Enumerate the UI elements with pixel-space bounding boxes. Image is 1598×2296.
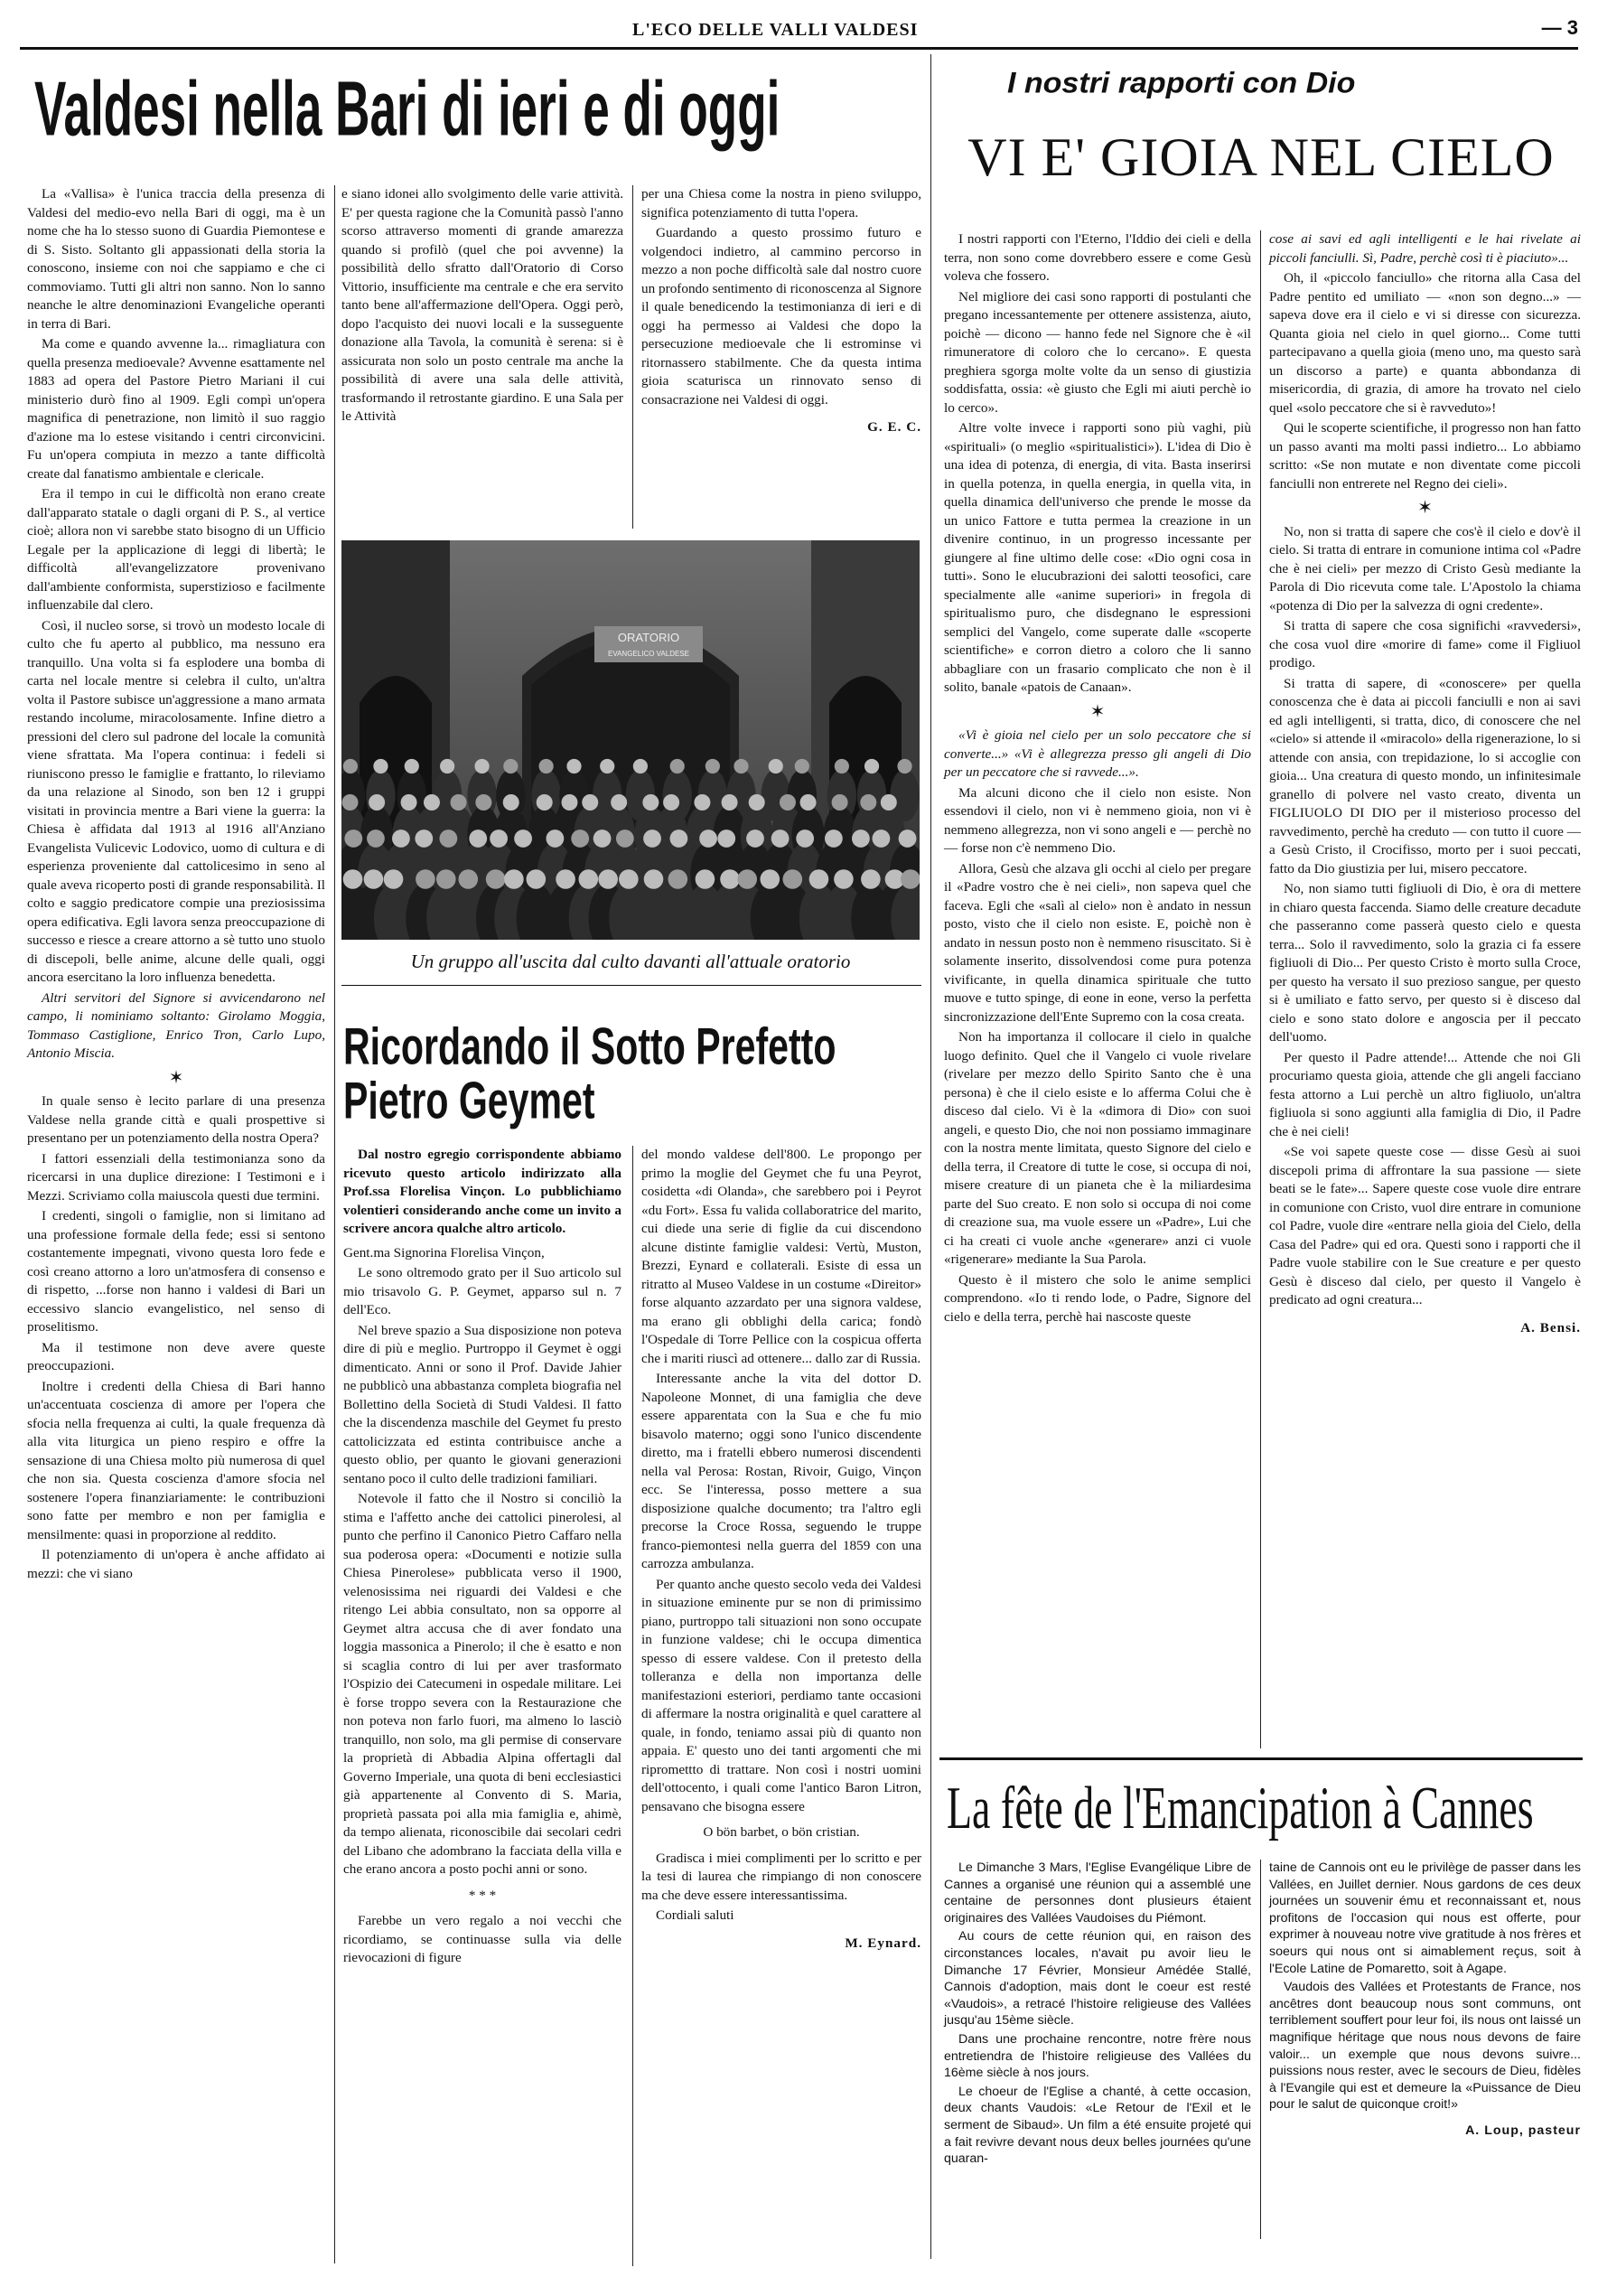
- person-head: [642, 794, 659, 811]
- gioia-paragraph: Altre volte invece i rapporti sono più vaghi, più «spirituali» (o meglio «spiritualistici»). L'idea di Dio è una idea di potenza, di energia, di vita. Basta inserirsi in quella potenza, in quella energia, in quella vita, in quella dinamica dell'universo che prende le mosse da un unico Fattore e tutta permea la creazione in un divenire continuo, in un progresso incessante per giungere al fine ultimo delle cose: «Dio ogni cosa in tutti». Sono le elucubrazioni dei salotti teosofici, care specialmente alle «anime superiori» in fregola di spiritualismo puro, che disdegnano le espressioni semplici del Vangelo, come superate dalle «scoperte scientifiche» e corron dietro a coloro che li sanno abbagliare con un frasario complicato che non è il solito, banale «patois de Canaan».: [944, 420, 1251, 695]
- cannes-paragraph: Le choeur de l'Eglise a chanté, à cette occasion, deux chants Vaudois: «Le Retour de l'Exil et le serment de Sibaud». Un film a été ensuite projeté qui a fait revivre devant nous deux belles journées qu'une quaran-: [944, 2084, 1251, 2167]
- person-head: [717, 829, 735, 848]
- person-head: [795, 759, 809, 773]
- person-head: [796, 829, 814, 848]
- person-head: [860, 794, 876, 811]
- gioia-paragraph: Non ha importanza il collocare il cielo in qualche luogo definito. Quel che il Vangelo ci vuole rivelare (rivelare per mezzo dello Spirito Santo che è una persona) è che il cielo esiste e lo afferma Colui che è disceso dal cielo. Vi è la «dimora di Dio» con suoi angeli, e questo Dio, che noi non possiamo immaginare con la nostra mente limitata, questo Signore del cielo e della terra, il Creatore di tutte le cose, si occupa di noi, misere creature di un pianeta che è la miliardesima parte del Suo creato. E non solo si occupa di noi come di creazione sua, ma vuole essere un «Padre», Lui che ci ha creati ci vuole anche «generare» anzi ci vuole «rigenerare» mediante la Sua Parola.: [944, 1029, 1251, 1267]
- person-head: [405, 759, 419, 773]
- gioia-headline: VI E' GIOIA NEL CIELO: [967, 127, 1555, 187]
- person-head: [451, 794, 467, 811]
- masthead: L'ECO DELLE VALLI VALDESI: [632, 20, 919, 40]
- person-head: [392, 829, 410, 848]
- person-head: [486, 869, 506, 889]
- person-head: [475, 794, 491, 811]
- geymet-paragraph: Notevole il fatto che il Nostro si conciliò la stima e l'affetto anche dei cattolici pinerolesi, al punto che perfino il Canonico Pietro Caffaro nella sua poderosa opera: «Documenti e notizie sulla Chiesa Pinerolese» pubblicata verso il 1900, velenosissima nei riguardi dei Valdesi e che ritengo Lei abbia consultato, non sa opporre al Geymet altra accusa che di aver fondato una loggia massonica a Pinerolo; il che è esatto e non si scaglia contro di lui per aver trasformato l'Ospizio dei Catecumeni in ospedale militare. Lei è forse troppo severa con la Restaurazione che non poteva non farlo fuori, ma almeno lo lasciò tranquillo, non solo, ma gli permise di conservare la proprietà di Abbadia Alpina offertagli dal Governo Imperiale, una quota di beni ecclesiastici già appartenente al Convento di S. Maria, proprietà passata poi alla mia famiglia e, ahimè, da tempo alienata, riconoscibile dai secolari cedri del Libano che adombrano la facciata della villa e che erano ancora a posto pochi anni or sono.: [343, 1491, 621, 1877]
- bari-paragraph: Era il tempo in cui le difficoltà non erano create dall'apparato statale o dagli organi di P. S., al vertice cioè; allora non vi sarebbe stato bisogno di un Ufficio Legale per la applicazione di leggi di libertà; le difficoltà all'evangelizzatore provenivano dall'ambiente conformista, superstizioso e facilmente influenzabile dal clero.: [27, 486, 325, 613]
- person-head: [440, 759, 454, 773]
- person-head: [669, 829, 687, 848]
- person-head: [593, 829, 612, 848]
- cannes-paragraph: Le Dimanche 3 Mars, l'Eglise Evangélique Libre de Cannes a organisé une réunion qui a assemblé une centaine de personnes dont plusieurs étaient originaires des Vallées Vaudoises du Piémont.: [944, 1860, 1251, 1926]
- person-head: [598, 869, 618, 889]
- cannes-paragraph: Au cours de cette réunion qui, en raison des circonstances locales, n'avait pu avoir lieu le Dimanche 17 Février, Monsieur Amédée Stallé, Cannois d'adoption, mais dont le coeur est resté «Vaudois», a retracé l'histoire religieuse des Vallées jusqu'au 15ème siècle.: [944, 1929, 1251, 2029]
- gioia-paragraph: No, non siamo tutti figliuoli di Dio, è ora di mettere in chiaro questa faccenda. Siamo delle creature decadute che passeranno come passerà questo cielo e questa terra... Solo il ravvedimento, solo la grazia ci fa essere figliuoli di Dio... Per questo Cristo è morto sulla Croce, per questo ha versato il suo prezioso sangue, per questo si è umiliato e fatto servo, per questo si è disceso dal cielo e sono stato dolore e angoscia per il peccato dell'uomo.: [1269, 881, 1581, 1045]
- column-divider: [632, 1146, 633, 2266]
- person-head: [343, 869, 363, 889]
- cannes-column-2: [1269, 1860, 1581, 2141]
- oratorio-photo: [341, 540, 920, 940]
- person-head: [800, 794, 817, 811]
- bari-paragraph: Altri servitori del Signore si avvicendarono nel campo, li nominiamo soltanto: Girolamo Moggia, Tommaso Castiglione, Enrico Tron, Carlo Lupo, Antonio Miscia.: [27, 989, 325, 1061]
- person-head: [809, 869, 829, 889]
- person-head: [490, 829, 508, 848]
- person-head: [749, 794, 765, 811]
- geymet-paragraph: Le sono oltremodo grato per il Suo articolo sul mio trisavolo G. P. Geymet, apparso sul n. 7 dell'Eco.: [343, 1265, 621, 1317]
- person-head: [579, 869, 599, 889]
- person-head: [897, 759, 911, 773]
- geymet-paragraph: Gradisca i miei complimenti per lo scritto e per la tesi di laurea che rimpiango di non conoscere ma che deve essere interessantissima.: [641, 1850, 921, 1903]
- gioia-paragraph: Ma alcuni dicono che il cielo non esiste. Non essendovi il cielo, non vi è nemmeno gioia, non vi è nemmeno allegrezza, non vi sono angeli e — perchè no — forse non c'è nemmeno Dio.: [944, 784, 1251, 856]
- gioia-kicker: I nostri rapporti con Dio: [1007, 67, 1356, 100]
- person-head: [746, 829, 764, 848]
- bari-paragraph: I fattori essenziali della testimonianza sono da ricercarsi in una duplice direzione: I Testimoni e i Mezzi. Scriviamo colla maiuscola questi due termini.: [27, 1150, 325, 1204]
- bari-paragraph: e siano idonei allo svolgimento delle varie attività. E' per questa ragione che la Comunità passò l'anno scorso attraverso momenti di grande amarezza quando si profilò (quel che poi avvenne) la possibilità dello sfratto dall'Oratorio di Corso Vittorio, insufficiente ma centrale e che era servito tanto bene all'affermazione dell'Opera. Oggi però, dopo l'acquisto dei nuovi locali e la susseguente donazione alla Tavola, la comunità è serena: si è assicurata non solo un posto centrale ma anche la possibilità di avere una sala delle attività, trasformando il retrostante giardino. E una Sala per le Attività: [341, 186, 623, 424]
- geymet-intro: Dal nostro egregio corrispondente abbiamo ricevuto questo articolo indirizzato alla Prof.ssa Florelisa Vinçon. Lo pubblichiamo volentieri considerando anche come un invito a scrivere ancora qualche altro articolo.: [343, 1147, 621, 1236]
- person-head: [901, 869, 920, 889]
- gioia-column-2: [1269, 230, 1581, 1339]
- person-head: [873, 829, 891, 848]
- person-head: [864, 759, 879, 773]
- geymet-paragraph: Nel breve spazio a Sua disposizione non poteva dire di più e meglio. Purtroppo il Geymet è oggi dimenticato. Anni or sono il Prof. Davide Jahier ne pubblicò una abbastanza completa biografia nel Bollettino della Società di Studi Valdesi. Il fatto che la discendenza maschile del Geymet fu presto cattolicizzata ed estinta contribuisce anche a questo oblio, per quanto le giovani generazioni sentano poco il culto delle tradizioni familiari.: [343, 1322, 621, 1486]
- star-ornament: ✶: [168, 1067, 184, 1088]
- gioia-paragraph: No, non si tratta di sapere che cos'è il cielo e dov'è il cielo. Si tratta di entrare in comunione intima col «Padre che è nei cieli» per mezzo di Cristo Gesù mediante la Parola di Dio ricevuta come tale. L'Apostolo la chiama «potenza di Dio per la salvezza di ogni credente».: [1269, 523, 1581, 614]
- person-head: [696, 869, 715, 889]
- person-head: [367, 829, 385, 848]
- geymet-paragraph: del mondo valdese dell'800. Le propongo per primo la moglie del Geymet che fu una Peyrot, cosidetta «di Olanda», che sarebbero poi i Peyrot «du Fort». Essa fu valida collaboratrice del marito, cui diede una serie di figlie da cui discendono alcune distinte famiglie valdesi: Vertù, Muston, Brezzi, Eynard e collaterali. Esiste di essa un ritratto al Museo Valdese in un costume «Direitor» forse alquanto azzardato per una signora valdese, ma erano gli obblighi della carica; fondò l'Ospedale di Torre Pellice con la cospicua offerta che i mariti riuscì ad ottenere... dallo zar di Russia.: [641, 1147, 921, 1366]
- person-head: [699, 829, 717, 848]
- bari-paragraph: Così, il nucleo sorse, si trovò un modesto locale di culto che fu aperto al pubblico, ma nessuno era tranquillo. Una volta si fa esplodere una bomba di carta nel locale mentre si celebra il culto, un'altra volta il Pastore subisce un'aggressione a mano armata restando incolume, miracolosamente. Infine dietro a pressioni del clero sul padrone del locale la comunità viene sfrattata. Ma l'opera continua: i fedeli si riuniscono presso le famiglie e frattanto, lo rileviamo da una relazione al Sinodo, son ben 12 i gruppi visitati in provincia mentre a Bari viene la guerra: la Chiesa è affidata dal 1913 al 1916 all'Anziano Evangelista Vulicevic Lodovico, uomo di cultura e di esperienza proveniente dal cattolicesimo in seno al quale aveva ricoperto posti di grande responsabilità. Il colto e saggio predicatore compie una preziosissima opera edificativa. Egli lavora senza preoccupazione di successo e riesce a creare attorno a sè tutto uno stuolo di discepoli, belle anime, alcune delle quali, oggi ancora esercitano la loro influenza benedetta.: [27, 617, 325, 985]
- person-head: [600, 759, 614, 773]
- person-head: [670, 759, 685, 773]
- bari-paragraph: Il potenziamento di un'opera è anche affidato ai mezzi: che vi siano: [27, 1547, 325, 1581]
- person-head: [469, 829, 487, 848]
- bari-column-1: [27, 185, 325, 1585]
- oratorio-sign: ORATORIO: [617, 631, 680, 644]
- masthead-rule: [20, 47, 1578, 50]
- person-head: [619, 869, 639, 889]
- geymet-salutation: Gent.ma Signorina Florelisa Vinçon,: [343, 1244, 545, 1260]
- gioia-signature: A. Bensi.: [1520, 1319, 1581, 1335]
- photo-caption: Un gruppo all'uscita dal culto davanti all'attuale oratorio: [410, 951, 851, 972]
- bari-paragraph: Guardando a questo prossimo futuro e volgendoci indietro, al cammino percorso in mezzo a non poche difficoltà sale dal nostro cuore un profondo sentimento di riconoscenza al Signore il quale benedicendo la testimonianza di ieri e di oggi ha permesso ai Valdesi che dopo la persecuzione medioevale che li estrominse vi ritornassero stabilmente. Che da questa intima gioia scaturisca un rinnovato senso di consacrazione nei Valdesi di oggi.: [641, 225, 921, 408]
- bari-paragraph: per una Chiesa come la nostra in pieno sviluppo, significa potenziamento di tutta l'opera.: [641, 186, 921, 220]
- person-head: [643, 829, 661, 848]
- cannes-headline: La fête de l'Emancipation à Cannes: [947, 1775, 1534, 1842]
- bari-headline: Valdesi nella Bari di ieri e di oggi: [34, 66, 780, 152]
- section-rule: [939, 1757, 1583, 1760]
- bari-paragraph: La «Vallisa» è l'unica traccia della presenza di Valdesi del medio-evo nella Bari di oggi, ma è un nome che ha lo stesso suono di Guardia Piemontese e di S. Sisto. Soltanto gli appassionati della storia la conoscono, insieme con noi che sappiamo e che ci commoviamo. Tutti gli altri non sanno. Non lo sanno neanche le altre denominazioni Evangeliche operanti in terra di Bari.: [27, 186, 325, 332]
- person-head: [546, 829, 564, 848]
- gioia-paragraph: Si tratta di sapere che cosa significhi «ravvedersi», che cosa vuol dire «morire di fame» come il Figliuol prodigo.: [1269, 618, 1581, 670]
- person-head: [373, 759, 388, 773]
- person-head: [566, 759, 581, 773]
- person-head: [782, 869, 802, 889]
- person-head: [458, 869, 478, 889]
- bari-signature: G. E. C.: [867, 419, 921, 435]
- person-head: [503, 759, 518, 773]
- gioia-paragraph: «Se voi sapete queste cose — disse Gesù ai suoi discepoli prima di affrontare la sua passione — siete beati se le fate»... Sapere queste cose vuole dire entrare in comunione con Cristo, vuol dire entrare in comunione col Padre, vuole dire «entrare nella gioia del Cielo, della Casa del Padre» qui ed ora. Questi sono i rapporti che il Padre vuole stabilire con le Sue creature e per questo Gesù è disceso dal cielo, per questo il Vangelo è predicato ad ogni creatura...: [1269, 1144, 1581, 1307]
- person-head: [734, 759, 748, 773]
- geymet-paragraph: Interessante anche la vita del dottor D. Napoleone Monnet, di una famiglia che deve essere apparentata con la Sua e che fu mio bisavolo materno; oggi sono l'unico discendente diretto, ma i fratelli ebbero numerosi discendenti nella val Perosa: Rostan, Rivoir, Guigo, Vinçon ecc. Se l'interessa, posso mettere a sua disposizione qualche documento; tra l'altro egli precorse la Croce Rossa, seguendo le truppe franco-piemontesi nella guerra del 1859 con una carrozza ambulanza.: [641, 1371, 921, 1571]
- gioia-column-1: [944, 230, 1251, 1328]
- cannes-paragraph: Dans une prochaine rencontre, notre frère nous entretiendra de l'histoire religieuse des Vallées du 16ème siècle à nos jours.: [944, 2031, 1251, 2081]
- person-head: [835, 759, 849, 773]
- column-divider: [930, 54, 931, 2259]
- person-head: [861, 869, 881, 889]
- person-head: [644, 869, 664, 889]
- bari-column-3: [641, 185, 921, 439]
- page-number: — 3: [1541, 16, 1578, 39]
- person-head: [571, 829, 589, 848]
- gioia-paragraph: Questo è il mistero che solo le anime semplici comprendono. «Io ti rendo lode, o Padre, Signore del cielo e della terra, perchè hai nascoste queste: [944, 1271, 1251, 1325]
- person-head: [582, 794, 598, 811]
- photo-illustration: [341, 540, 920, 940]
- person-head: [561, 794, 577, 811]
- person-head: [722, 794, 738, 811]
- oratorio-sign-subtitle: EVANGELICO VALDESE: [608, 650, 689, 658]
- person-head: [616, 829, 634, 848]
- geymet-column-1: [343, 1146, 621, 1970]
- gioia-paragraph: I nostri rapporti con l'Eterno, l'Iddio dei cieli e della terra, non sono come dovrebbero essere e come Gesù voleva che fossero.: [944, 231, 1251, 284]
- person-head: [439, 829, 457, 848]
- gioia-paragraph: Si tratta di sapere, di «conoscere» per quella conoscenza che è data ai piccoli fanciulli e non ai savi ed agli intelligenti, si tratta, dico, di conoscere che nel «cielo» si attende il «miracolo» della rigenerazione, lo si attende con ansia, con trepidazione, lo si accoglie con gioia... Una creatura di questo mondo, un infinitesimale granello di polvere nel vasto creato, diventa un FIGLIUOLO DI DIO per il misterioso processo del ravvedimento, perchè ha creduto — con tutto il cuore — a Gesù Cristo, il Crocifisso, morto per i suoi peccati, fatto da Dio giustizia per lui, misero peccatore.: [1269, 675, 1581, 876]
- person-head: [834, 869, 854, 889]
- person-head: [663, 794, 679, 811]
- geymet-motto: O bön barbet, o bön cristian.: [703, 1824, 860, 1840]
- person-head: [364, 869, 384, 889]
- bari-paragraph: Ma come e quando avvenne la... rimagliatura con quella presenza medioevale? Avvenne esattamente nel 1883 ad opera del Pastore Pietro Mariani il cui ministerio durò fino al 1909. Egli compì un'opera magnifica di penetrazione, non limitò il suo raggio d'azione ma lo estese visitando i centri circonvicini. Fu un'opera compiuta in mezzo a tante difficoltà create dal fanatismo ambientale e clericale.: [27, 336, 325, 482]
- bari-paragraph: Inoltre i credenti della Chiesa di Bari hanno un'accentuata coscienza di amore per l'opera che sfocia nella frequenza ai culti, la quale frequenza dà alla vita liturgica un pieno respiro e offre la sensazione di una Chiesa molto più numerosa di quel che non sia. Questa coscienza d'amore sfocia nel sostenere l'opera finanziariamente: le contribuzioni sono fatte per membro e non per famiglia e mensilmente: quasi in proporzione al reddito.: [27, 1378, 325, 1542]
- cannes-paragraph: Vaudois des Vallées et Protestants de France, nos ancêtres dont beaucoup nous sont communs, ont terriblement souffert pour leur foi, ils nous ont laissé un magnifique héritage que nous nous devons de faire valoir... un exemple que nous devons suivre... puissions nous rester, avec le secours de Dieu, fidèles à l'Evangile qui est et demeure la «Puissance de Dieu pour le salut de quiconque croit!»: [1269, 1980, 1581, 2113]
- section-rule: [341, 985, 921, 986]
- cannes-signature: A. Loup, pasteur: [1465, 2123, 1581, 2138]
- person-head: [881, 794, 897, 811]
- person-head: [342, 794, 359, 811]
- person-head: [760, 869, 780, 889]
- person-head: [343, 759, 358, 773]
- geymet-signature: M. Eynard.: [845, 1935, 921, 1951]
- person-head: [344, 829, 362, 848]
- person-head: [769, 759, 783, 773]
- column-divider: [1260, 230, 1261, 1748]
- column-divider: [1260, 1860, 1261, 2239]
- person-head: [436, 869, 456, 889]
- geymet-closing: Cordiali saluti: [656, 1907, 734, 1923]
- person-head: [556, 869, 575, 889]
- person-head: [514, 829, 532, 848]
- bari-paragraph: I credenti, singoli o famiglie, non si limitano ad una professione formale della fede; essi si sentono costantemente impegnati, vivono questa loro fede e così creano attorno a loro un'atmosfera di consenso e di rispetto, ...forse non hanno i valdesi di Bari un eccessivo slancio evangelistico, nel senso di proselitismo.: [27, 1208, 325, 1335]
- gioia-paragraph: Nel migliore dei casi sono rapporti di postulanti che pregano incessantemente per ottenere assistenza, aiuto, poichè — dicono — hanno fede nel Signore che è «il rimuneratore di coloro che lo cercano». E questa preghiera sgorga molte volte da un senso di giustizia soddisfatta, ossia: «è giusto che Egli mi aiuti perchè io lo cerco».: [944, 288, 1251, 416]
- gioia-paragraph: Allora, Gesù che alzava gli occhi al cielo per pregare il «Padre vostro che è nei cieli», non sapeva quel che faceva. Egli che «salì al cielo» non è andato in nessun posto, visto che il cielo non esiste. E, poichè non è andato in nessun posto non è nemmeno risuscitato. Si è solamente inserito, dissolvendosi come pura potenza vivificante, in quella dinamica spirituale che tutto muove e tutto spinge, di eone in eone, verso la perfetta sincronizzazione dell'Ente Supremo con la cosa creata.: [944, 860, 1251, 1025]
- geymet-stars: * * *: [468, 1887, 497, 1903]
- person-head: [369, 794, 385, 811]
- person-head: [537, 794, 553, 811]
- person-head: [503, 794, 519, 811]
- person-head: [694, 794, 710, 811]
- person-head: [424, 794, 440, 811]
- person-head: [384, 869, 404, 889]
- star-ornament: ✶: [1417, 498, 1433, 518]
- cannes-paragraph: taine de Cannois ont eu le privilège de passer dans les Vallées, en Juillet dernier. Nous gardons de ces deux journées un souvenir ému et reconnaissant et, nous profitons de l'occasion qui nous est offerte, pour exprimer à nouveau notre vive gratitude à nos frères et soeurs qui nous ont si aimablement reçus, soit à l'Ecole Latine de Pomaretto, soit à Agape.: [1269, 1860, 1581, 1976]
- column-divider: [632, 185, 633, 529]
- person-head: [771, 829, 790, 848]
- gioia-paragraph: Per questo il Padre attende!... Attende che noi Gli procuriamo questa gioia, attende che gli angeli facciano festa attorno a Lui perchè un altro figliuolo, un'altra figliuola si sono aggiunti alla famiglia di Dio, il Padre che è nei cieli!: [1269, 1049, 1581, 1139]
- person-head: [416, 869, 435, 889]
- person-head: [415, 829, 433, 848]
- person-head: [474, 759, 489, 773]
- person-head: [832, 794, 848, 811]
- geymet-headline-line2: Pietro Geymet: [343, 1072, 595, 1130]
- column-divider: [334, 185, 335, 2263]
- gioia-paragraph: Oh, il «piccolo fanciullo» che ritorna alla Casa del Padre pentito ed umiliato — «non son degno...» — sapeva dove era il cielo e vi si diresse con sicurezza. Quanta gioia nel cielo in quel giorno... Come tutti partecipavano a quella gioia (meno uno, ma questo sarà un discorso a parte) e quanta abbondanza di misericordia, di grazia, di amore ha trovato nel cielo quel «solo peccatore che si è ravveduto»!: [1269, 270, 1581, 416]
- geymet-column-2: [641, 1146, 921, 1954]
- geymet-paragraph: Farebbe un vero regalo a noi vecchi che ricordiamo, se continuasse sulla via delle rievocazioni di figure: [343, 1913, 621, 1965]
- person-head: [611, 794, 627, 811]
- person-head: [737, 869, 757, 889]
- geymet-paragraph: Per quanto anche questo secolo veda dei Valdesi in situazione eminente pur se non di primissimo piano, purtroppo tali situazioni non sono occupate in funzione valdese; chi le occupa dimentica spesso di essere valdese. Con il pretesto della tolleranza e della non importanza delle manifestazioni esteriori, perdiamo tante occasioni di affermare la nostra originalità e quel carattere al quale, in fondo, teniamo assai più di quanto non appaia. E' questo uno dei tanti argomenti che mi ripromettto di trattare. Non così i nostri uomini dell'ottocento, i quali come l'antico Baron Litron, pensavano che bisogna essere: [641, 1576, 921, 1814]
- person-head: [527, 869, 547, 889]
- bari-paragraph: In quale senso è lecito parlare di una presenza Valdese nella grande città e quali prospettive si presentano per un potenziamento della nostra Opera?: [27, 1093, 325, 1146]
- person-head: [401, 794, 417, 811]
- person-head: [706, 759, 720, 773]
- gioia-paragraph: cose ai savi ed agli intelligenti e le hai rivelate ai piccoli fanciulli. Sì, Padre, perchè così ti è piaciuto»...: [1269, 231, 1581, 266]
- person-head: [852, 829, 870, 848]
- person-head: [780, 794, 796, 811]
- person-head: [720, 869, 740, 889]
- person-head: [539, 759, 554, 773]
- bari-column-2: [341, 185, 623, 428]
- gioia-quote: «Vi è gioia nel cielo per un solo peccatore che si converte...» «Vi è allegrezza presso gli angeli di Dio per un peccatore che si ravvede...».: [944, 727, 1251, 780]
- person-head: [668, 869, 688, 889]
- person-head: [633, 759, 648, 773]
- bari-paragraph: Ma il testimone non deve avere queste preoccupazioni.: [27, 1339, 325, 1373]
- geymet-headline-line1: Ricordando il Sotto Prefetto: [343, 1017, 836, 1076]
- person-head: [504, 869, 524, 889]
- person-head: [899, 829, 917, 848]
- cannes-column-1: [944, 1860, 1251, 2169]
- person-head: [825, 829, 843, 848]
- star-ornament: ✶: [1089, 701, 1106, 722]
- gioia-paragraph: Qui le scoperte scientifiche, il progresso non han fatto un passo avanti ma molti passi indietro... Lo abbiamo scritto: «Se non mutate e non diventate come piccoli fanciulli non entrerete nel Regno dei cieli».: [1269, 420, 1581, 492]
